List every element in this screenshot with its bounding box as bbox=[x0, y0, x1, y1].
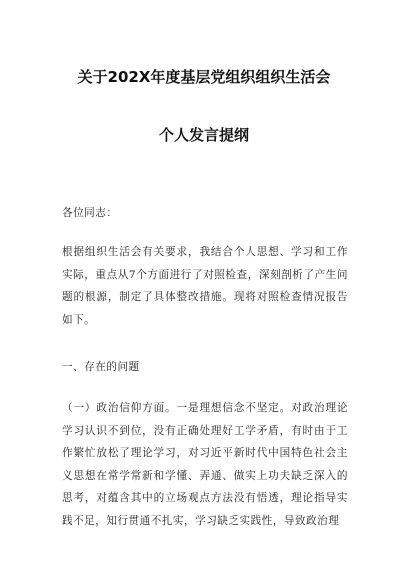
body-paragraph: （一）政治信仰方面。一是理想信念不坚定。对政治理论学习认识不到位，没有正确处理好工学矛盾，有时由于工作繁忙放松了理论学习，对习近平新时代中国特色社会主义思想在常学常新和学懂、弄通、做实上功夫缺乏深入的思考，对蕴含其中的立场观点方法没有悟透，理论指导实践不足，知行贯通不扎实，学习缺乏实践性，导致政治理 bbox=[62, 402, 348, 527]
document-title-line-1: 关于202X年度基层党组织组织生活会 bbox=[77, 68, 331, 86]
document-title-line-2: 个人发言提纲 bbox=[158, 126, 249, 144]
section-heading: 一、存在的问题 bbox=[62, 361, 140, 373]
salutation: 各位同志： bbox=[62, 207, 118, 219]
intro-paragraph: 根据组织生活会有关要求，我结合个人思想、学习和工作实际，重点从7个方面进行了对照检查，深刻剖析了产生问题的根源，制定了具体整改措施。现将对照检查情况报告如下。 bbox=[62, 246, 348, 326]
